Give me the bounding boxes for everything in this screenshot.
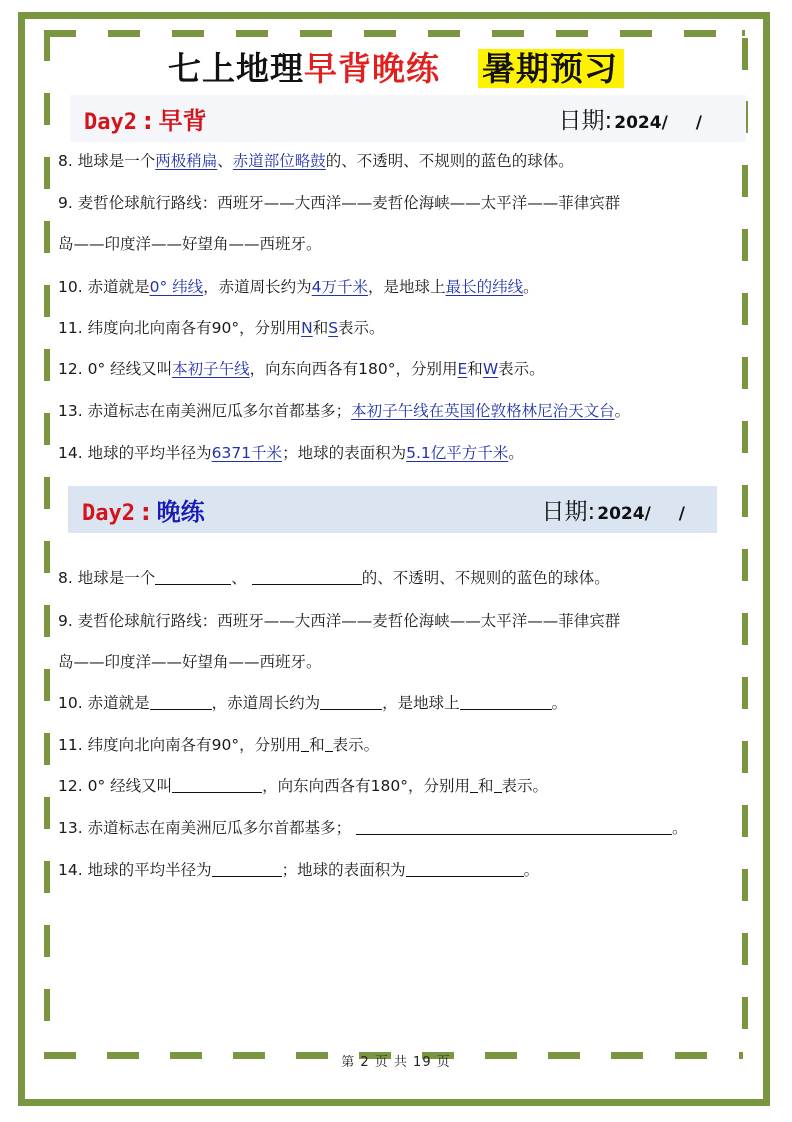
evening-item-9-line1: 9. 麦哲伦球航行路线：西班牙——大西洋——麦哲伦海峡——太平洋——菲律宾群 xyxy=(58,612,621,630)
answer: 6371千米 xyxy=(211,444,283,462)
evening-header-band xyxy=(68,486,717,533)
fill-blank[interactable] xyxy=(406,861,524,877)
morning-date xyxy=(559,102,703,135)
page-number: 第 2 页 共 19 页 xyxy=(341,1055,451,1070)
fill-blank[interactable] xyxy=(252,569,362,585)
fill-blank[interactable] xyxy=(460,694,552,710)
morning-item-13: 13. 赤道标志在南美洲厄瓜多尔首都基多；本初子午线在英国伦敦格林尼治天文台。 xyxy=(58,402,631,420)
fill-blank[interactable] xyxy=(320,694,382,710)
evening-item-10: 10. 赤道就是 ，赤道周长约为 ，是地球上 。 xyxy=(58,694,568,712)
morning-header-band xyxy=(70,95,746,142)
day-separator: : xyxy=(142,107,153,135)
date-year: 2024/ xyxy=(597,504,651,524)
fill-blank[interactable] xyxy=(356,819,672,835)
answer: 赤道部位略鼓 xyxy=(232,152,326,170)
day-separator: : xyxy=(140,498,151,526)
answer: 本初子午线在英国伦敦格林尼治天文台 xyxy=(351,402,615,420)
morning-item-11: 11. 纬度向北向南各有90°，分别用N和S表示。 xyxy=(58,319,385,337)
date-label: 日期: xyxy=(541,499,596,525)
section-title: 晚练 xyxy=(156,498,205,526)
title-subject: 七上地理 xyxy=(168,49,304,88)
outer-frame-border xyxy=(18,12,770,1106)
morning-item-14: 14. 地球的平均半径为6371千米；地球的表面积为5.1亿平方千米。 xyxy=(58,444,524,462)
fill-blank[interactable] xyxy=(212,861,282,877)
evening-day-label xyxy=(82,492,205,527)
answer: 4万千米 xyxy=(311,278,369,296)
answer: 0° 纬线 xyxy=(149,278,204,296)
evening-item-11: 11. 纬度向北向南各有90°，分别用 和 表示。 xyxy=(58,736,380,754)
answer: N xyxy=(301,319,313,337)
answer: E xyxy=(457,360,468,378)
date-year: 2024/ xyxy=(614,113,668,133)
evening-item-14: 14. 地球的平均半径为 ；地球的表面积为 。 xyxy=(58,861,540,879)
day-number: Day2 xyxy=(84,110,137,135)
morning-day-label xyxy=(84,101,207,136)
fill-blank[interactable] xyxy=(494,779,502,793)
fill-blank[interactable] xyxy=(150,694,212,710)
evening-date xyxy=(542,493,686,526)
morning-item-8: 8. 地球是一个两极稍扁、赤道部位略鼓的、不透明、不规则的蓝色的球体。 xyxy=(58,152,574,170)
fill-blank[interactable] xyxy=(325,738,333,752)
fill-blank[interactable] xyxy=(470,779,478,793)
evening-item-9-line2: 岛——印度洋——好望角——西班牙。 xyxy=(58,653,322,671)
answer: W xyxy=(482,360,499,378)
page-title xyxy=(0,46,792,92)
evening-item-8: 8. 地球是一个 、 的、不透明、不规则的蓝色的球体。 xyxy=(58,569,610,587)
date-slash: / xyxy=(678,504,685,524)
morning-item-9-line1: 9. 麦哲伦球航行路线：西班牙——大西洋——麦哲伦海峡——太平洋——菲律宾群 xyxy=(58,194,621,212)
morning-item-10: 10. 赤道就是0° 纬线，赤道周长约为4万千米，是地球上最长的纬线。 xyxy=(58,278,539,296)
answer: 两极稍扁 xyxy=(155,152,218,170)
evening-item-12: 12. 0° 经线又叫 ，向东向西各有180°，分别用 和 表示。 xyxy=(58,777,549,795)
evening-item-13: 13. 赤道标志在南美洲厄瓜多尔首都基多； 。 xyxy=(58,819,688,837)
answer: 最长的纬线 xyxy=(445,278,524,296)
answer: 5.1亿平方千米 xyxy=(406,444,509,462)
fill-blank[interactable] xyxy=(155,569,231,585)
fill-blank[interactable] xyxy=(172,777,262,793)
day-number: Day2 xyxy=(82,501,135,526)
fill-blank[interactable] xyxy=(301,738,309,752)
answer: S xyxy=(328,319,339,337)
date-slash: / xyxy=(695,113,702,133)
title-highlight: 暑期预习 xyxy=(478,49,624,88)
answer: 本初子午线 xyxy=(172,360,250,378)
morning-item-9-line2: 岛——印度洋——好望角——西班牙。 xyxy=(58,235,322,253)
morning-item-12: 12. 0° 经线又叫本初子午线，向东向西各有180°，分别用E和W表示。 xyxy=(58,360,545,378)
date-label: 日期: xyxy=(558,108,613,134)
section-title: 早背 xyxy=(158,107,207,135)
title-red: 早背晚练 xyxy=(304,49,440,88)
